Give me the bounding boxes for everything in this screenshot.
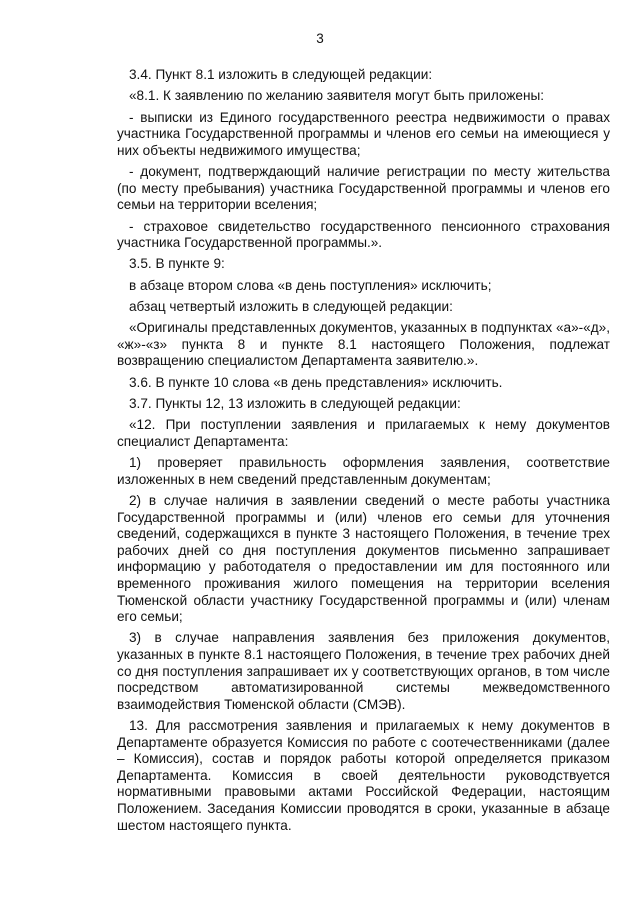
paragraph-originals: «Оригиналы представленных документов, указанных в подпунктах «а»-«д», «ж»-«з» пункта 8 и пункте 8.1 настоящего Положения, подлежат возвращению специалистом Департамента заявителю.». [117, 320, 610, 369]
paragraph-12-item-2: 2) в случае наличия в заявлении сведений о месте работы участника Государственной программы и (или) членов его семьи для уточнения сведений, содержащихся в пункте 3 настоящего Положения, в течение трех рабочих дней со дня поступления документов письменно запрашивает информацию у работодателя о предоставлении им для постоянного или временного проживания жилого помещения на территории вселения Тюменской области участнику Государственной программы и (или) членам его семьи; [117, 493, 610, 625]
paragraph-13: 13. Для рассмотрения заявления и прилагаемых к нему документов в Департаменте образуется Комиссия по работе с соотечественниками (далее – Комиссия), состав и порядок работы которой определяется приказом Департамента. Комиссия в своей деятельности руководствуется нормативными правовыми актами Российской Федерации, настоящим Положением. Заседания Комиссии проводятся в сроки, указанные в абзаце шестом настоящего пункта. [117, 718, 610, 833]
paragraph-second-abzac: в абзаце втором слова «в день поступления» исключить; [129, 277, 492, 293]
paragraph-egrn-extract: - выписки из Единого государственного реестра недвижимости о правах участника Государственной программы и членов его семьи на имеющиеся у них объекты недвижимого имущества; [117, 109, 610, 158]
document-body [117, 67, 610, 839]
paragraph-12-item-1: 1) проверяет правильность оформления заявления, соответствие изложенных в нем сведений представленным документам; [117, 455, 610, 487]
paragraph-3-6: 3.6. В пункте 10 слова «в день представления» исключить. [129, 374, 503, 390]
paragraph-8-1-intro: «8.1. К заявлению по желанию заявителя могут быть приложены: [129, 88, 545, 104]
paragraph-12-intro: «12. При поступлении заявления и прилагаемых к нему документов специалист Департамента: [117, 417, 610, 449]
paragraph-3-7: 3.7. Пункты 12, 13 изложить в следующей редакции: [129, 395, 461, 411]
paragraph-registration-document: - документ, подтверждающий наличие регистрации по месту жительства (по месту пребывания) участника Государственной программы и членов его семьи на территории вселения; [117, 164, 610, 213]
paragraph-12-item-3: 3) в случае направления заявления без приложения документов, указанных в пункте 8.1 настоящего Положения, в течение трех рабочих дней со дня поступления запрашивает их у соответствующих органов, в том числе посредством автоматизированной системы межведомственного взаимодействия Тюменской области (СМЭВ). [117, 630, 610, 712]
paragraph-fourth-abzac: абзац четвертый изложить в следующей редакции: [129, 298, 453, 314]
paragraph-3-5: 3.5. В пункте 9: [129, 256, 225, 272]
page-number: 3 [316, 31, 324, 46]
paragraph-pension-certificate: - страховое свидетельство государственного пенсионного страхования участника Государственной программы.». [117, 218, 610, 251]
paragraph-3-4: 3.4. Пункт 8.1 изложить в следующей редакции: [129, 67, 433, 82]
